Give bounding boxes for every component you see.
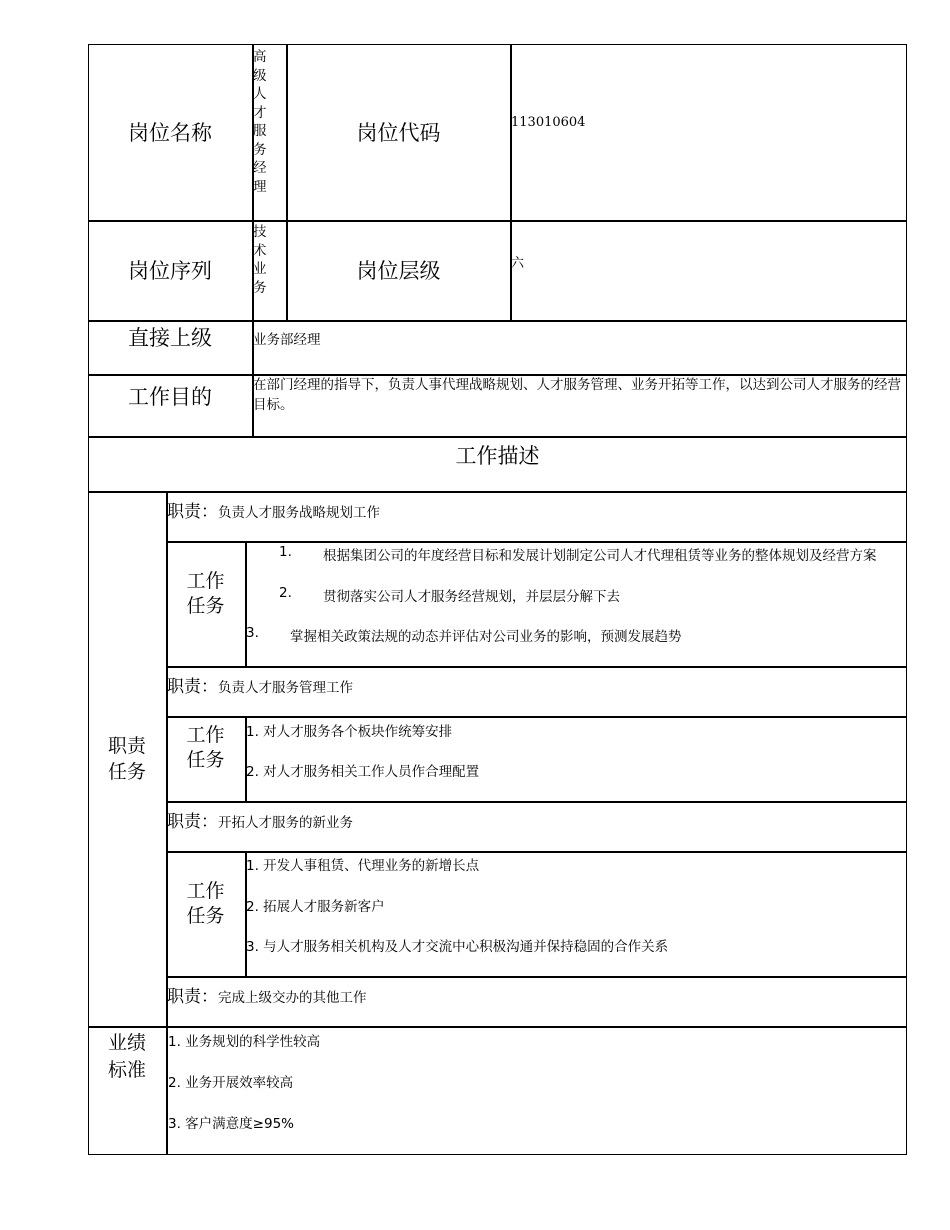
position-series-value: 技术业务 — [253, 224, 267, 296]
row-divider — [166, 801, 907, 803]
duty-title: 职责：负责人才服务管理工作 — [167, 677, 353, 697]
performance-item: 3. 客户满意度≥95% — [168, 1116, 294, 1132]
task-item: 3. 与人才服务相关机构及人才交流中心积极沟通并保持稳固的合作关系 — [246, 939, 669, 955]
task-item: 2. 对人才服务相关工作人员作合理配置 — [246, 764, 480, 780]
row-divider — [166, 541, 907, 543]
row-divider — [88, 436, 907, 438]
performance-item: 2. 业务开展效率较高 — [168, 1075, 294, 1091]
position-series-label: 岗位序列 — [128, 259, 212, 283]
row-divider — [166, 851, 907, 853]
duty-title: 职责：开拓人才服务的新业务 — [167, 812, 353, 832]
task-item: 1. 对人才服务各个板块作统筹安排 — [246, 724, 453, 740]
col-divider — [245, 541, 247, 667]
task-number: 3. — [246, 625, 259, 641]
purpose-value: 在部门经理的指导下，负责人事代理战略规划、人才服务管理、业务开拓等工作，以达到公司人才服务的经营目标。 — [253, 377, 901, 413]
task-label: 工作任务 — [186, 569, 225, 617]
purpose-label: 工作目的 — [128, 385, 212, 409]
supervisor-value: 业务部经理 — [253, 332, 321, 348]
task-item: 1. 开发人事租赁、代理业务的新增长点 — [246, 858, 480, 874]
work-description-title: 工作描述 — [455, 444, 540, 468]
duty-title: 职责：完成上级交办的其他工作 — [167, 987, 367, 1007]
task-item: 根据集团公司的年度经营目标和发展计划制定公司人才代理租赁等业务的整体规划及经营方案 — [323, 548, 877, 564]
position-name-label: 岗位名称 — [128, 121, 212, 145]
duties-label: 职责任务 — [107, 734, 146, 783]
position-level-label: 岗位层级 — [356, 259, 441, 283]
supervisor-label: 直接上级 — [128, 326, 212, 350]
task-label: 工作任务 — [186, 879, 225, 927]
row-divider — [166, 666, 907, 668]
duty-title: 职责：负责人才服务战略规划工作 — [167, 502, 380, 522]
task-number: 1. — [279, 544, 292, 560]
performance-item: 1. 业务规划的科学性较高 — [168, 1034, 321, 1050]
task-label: 工作任务 — [186, 724, 225, 771]
task-item: 贯彻落实公司人才服务经营规划，并层层分解下去 — [323, 589, 620, 605]
performance-label: 业绩标准 — [107, 1032, 146, 1081]
position-code-value: 113010604 — [511, 115, 586, 130]
task-item: 掌握相关政策法规的动态并评估对公司业务的影响，预测发展趋势 — [290, 629, 682, 645]
row-divider — [166, 716, 907, 718]
task-item: 2. 拓展人才服务新客户 — [246, 899, 385, 915]
task-number: 2. — [279, 585, 292, 601]
position-name-value: 高级人才服务经理 — [253, 49, 267, 195]
row-divider — [88, 1026, 907, 1028]
row-divider — [166, 976, 907, 978]
position-code-label: 岗位代码 — [356, 121, 441, 145]
col-divider — [510, 44, 512, 321]
row-divider — [88, 491, 907, 493]
position-level-value: 六 — [511, 256, 525, 271]
